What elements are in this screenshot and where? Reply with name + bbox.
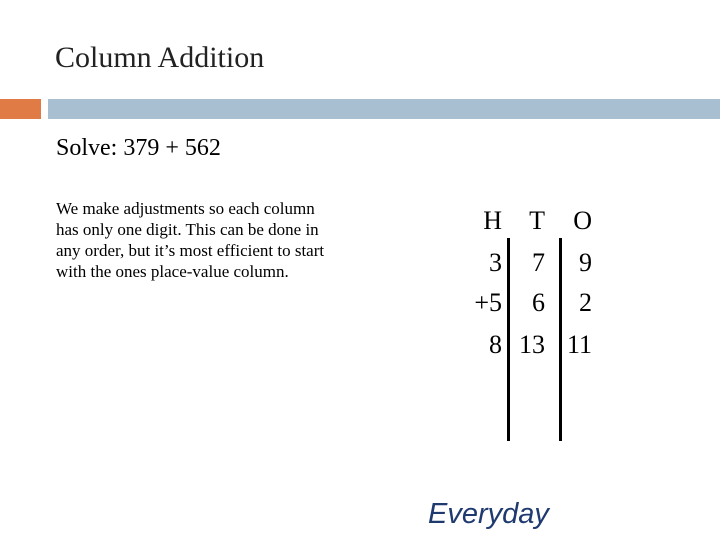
sum-ones: 11 [566, 330, 592, 359]
sum-tens: 13 [519, 330, 545, 359]
slide-title: Column Addition [55, 41, 265, 74]
addend1-ones: 9 [579, 248, 592, 277]
addend1-tens: 7 [532, 248, 545, 277]
column-divider-hundreds-tens [507, 238, 510, 441]
column-divider-tens-ones [559, 238, 562, 441]
problem-prompt: Solve: 379 + 562 [56, 135, 221, 161]
addend2-tens: 6 [532, 288, 545, 317]
header-hundreds: H [483, 206, 502, 235]
addend1-hundreds: 3 [489, 248, 502, 277]
accent-bar-blue [48, 99, 720, 119]
addend2-ones: 2 [579, 288, 592, 317]
addend2-hundreds: +5 [474, 288, 502, 317]
caption-text: Everyday [428, 498, 549, 530]
explanation-text: We make adjustments so each column has only one digit. This can be done in any order, but it’s most efficient to start with the ones place-value column. [56, 199, 325, 281]
header-ones: O [573, 206, 592, 235]
sum-hundreds: 8 [489, 330, 502, 359]
header-tens: T [529, 206, 545, 235]
accent-bar-orange [0, 99, 41, 119]
